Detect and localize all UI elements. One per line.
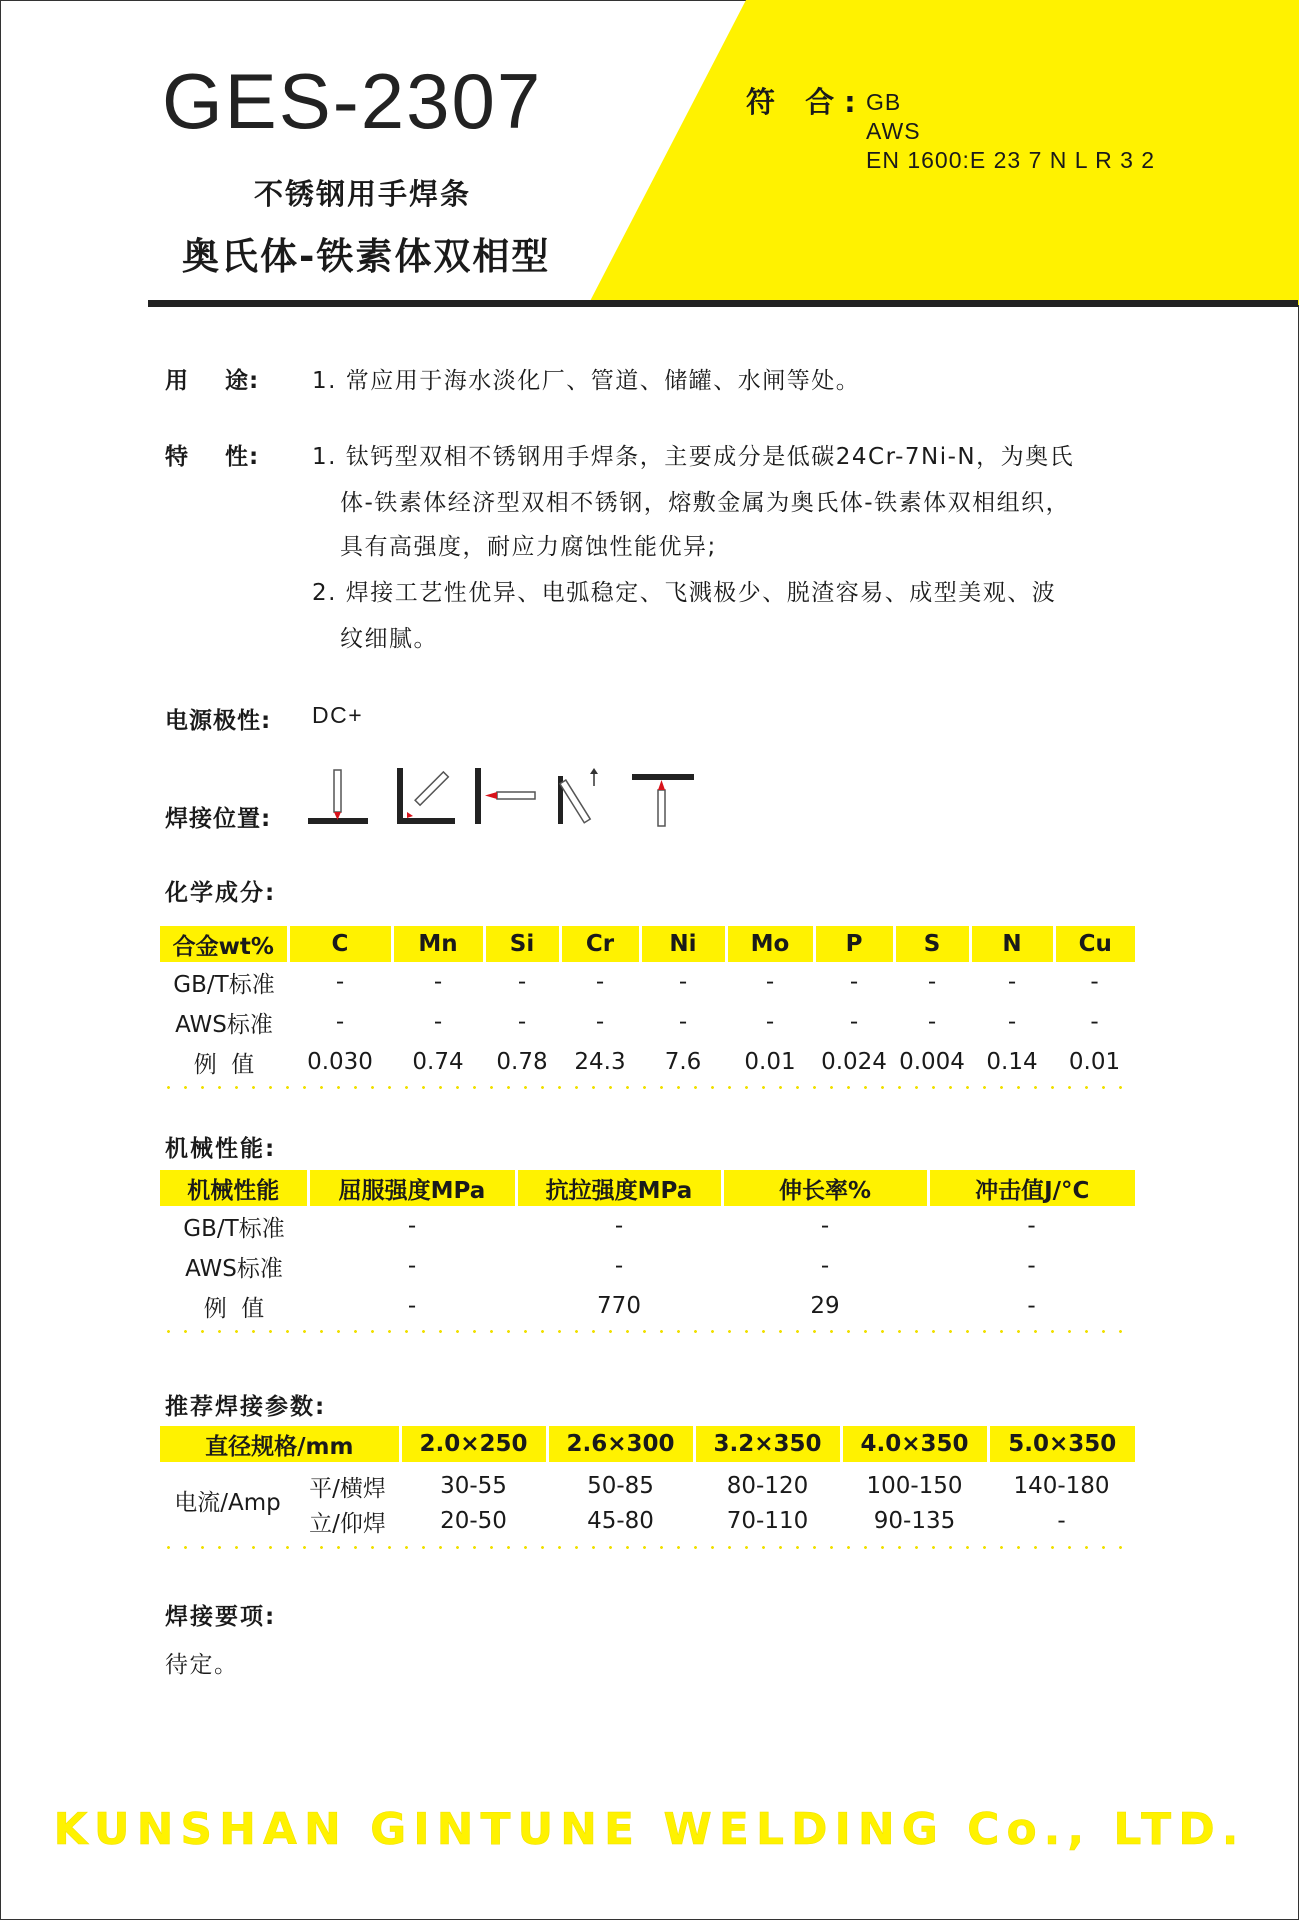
features-line: 1. 钛钙型双相不锈钢用手焊条，主要成分是低碳24Cr-7Ni-N，为奥氏 [312,444,1075,470]
conform-list [866,88,1155,175]
table-header: Si [484,926,560,962]
table-header: 伸长率% [722,1170,928,1206]
table-cell: - [335,1009,345,1035]
table-cell: 140-180 [1013,1473,1110,1499]
table-header: 2.0×250 [400,1426,547,1462]
chemical-table [160,926,1135,1082]
features-label: 特 性: [165,444,260,470]
table-row [160,1286,1135,1326]
table-cell: - [678,969,688,995]
company-name: KUNSHAN GINTUNE WELDING Co., LTD. [53,1804,1246,1855]
conform-item: EN 1600:E 23 7 N L R 3 2 [866,147,1156,173]
table-header: Mo [726,926,814,962]
horizontal-position-icon [475,768,537,828]
table-header-row [160,926,1135,962]
table-cell: - [765,969,775,995]
table-cell: 0.01 [744,1049,796,1075]
features-line: 体-铁素体经济型双相不锈钢，熔敷金属为奥氏体-铁素体双相组织， [340,490,1071,516]
product-subtitle: 不锈钢用手焊条 [254,177,472,211]
table-header: Cr [560,926,640,962]
table-cell: 70-110 [726,1508,809,1534]
table-cell: 例 值 [193,1051,255,1078]
polarity-label: 电源极性: [165,708,272,734]
usage-label: 用 途: [165,368,260,394]
table-cell: 90-135 [873,1508,956,1534]
table-header: P [814,926,894,962]
features-line: 2. 焊接工艺性优异、电弧稳定、飞溅极少、脱渣容易、成型美观、波 [312,580,1057,606]
conform-item: AWS [866,118,921,144]
table-cell: 平/横焊 [309,1475,386,1502]
table-cell: - [517,969,527,995]
table-cell: - [407,1293,417,1319]
table-header: 3.2×350 [694,1426,841,1462]
table-cell: 例 值 [203,1295,265,1322]
header-divider [148,300,1298,307]
table-cell: 0.74 [412,1049,464,1075]
table-cell: 0.024 [821,1049,887,1075]
table-cell: - [1027,1213,1036,1239]
horizontal-fillet-icon [397,768,457,828]
table-header: Ni [640,926,726,962]
polarity-value: DC+ [312,702,364,728]
table-cell: AWS标准 [185,1255,283,1282]
table-cell: GB/T标准 [183,1215,285,1242]
conform-label: 符 合: [746,85,866,119]
table-header: C [288,926,392,962]
table-cell: - [517,1009,527,1035]
table-header-row [160,1426,1135,1462]
mechanical-table [160,1170,1135,1326]
flat-position-icon [308,768,368,828]
params-title: 推荐焊接参数: [165,1394,327,1420]
positions-label: 焊接位置: [165,806,272,832]
table-cell: - [1007,969,1017,995]
table-cell: 80-120 [726,1473,809,1499]
table-row [160,1246,1135,1286]
table-cell: 50-85 [587,1473,654,1499]
params-table [160,1426,1135,1538]
dotted-divider [160,1546,1135,1549]
dotted-divider [160,1086,1135,1089]
table-cell: - [433,969,443,995]
table-cell: 0.004 [899,1049,965,1075]
table-header-row [160,1170,1135,1206]
table-cell: 立/仰焊 [309,1510,386,1537]
table-cell: 29 [810,1293,840,1319]
table-cell: 0.14 [986,1049,1038,1075]
table-cell: - [1027,1293,1036,1319]
table-cell: - [1007,1009,1017,1035]
table-cell: - [595,969,605,995]
table-cell: - [1057,1508,1066,1534]
table-row [160,1206,1135,1246]
table-cell: - [614,1213,624,1239]
table-cell: - [1090,1009,1099,1035]
table-cell: 7.6 [664,1049,702,1075]
table-row [160,962,1135,1002]
table-cell: AWS标准 [175,1011,273,1038]
table-cell: - [849,1009,859,1035]
table-cell: - [614,1253,624,1279]
table-header: 抗拉强度MPa [516,1170,722,1206]
table-cell: 20-50 [440,1508,507,1534]
table-cell: 24.3 [574,1049,626,1075]
table-cell: 0.78 [496,1049,548,1075]
table-header: 5.0×350 [988,1426,1135,1462]
table-header: 合金wt% [160,926,288,962]
overhead-position-icon [632,768,694,828]
table-cell: - [595,1009,605,1035]
notes-title: 焊接要项: [165,1604,277,1630]
table-header: N [970,926,1054,962]
conform-item: GB [866,89,902,115]
table-cell: - [335,969,345,995]
table-cell: - [927,1009,937,1035]
table-cell: 45-80 [587,1508,654,1534]
features-line: 具有高强度，耐应力腐蚀性能优异; [340,534,717,560]
mechanical-title: 机械性能: [165,1136,277,1162]
table-header: 2.6×300 [547,1426,694,1462]
table-cell: - [820,1253,830,1279]
table-header: 冲击值J/°C [928,1170,1135,1206]
table-header: Cu [1054,926,1135,962]
table-cell: - [849,969,859,995]
table-cell: - [407,1213,417,1239]
table-header: S [894,926,970,962]
table-cell: 0.01 [1068,1049,1121,1075]
table-header: 机械性能 [160,1170,308,1206]
table-cell: - [407,1253,417,1279]
table-header: 4.0×350 [841,1426,988,1462]
vertical-up-position-icon [558,768,606,828]
usage-text: 1. 常应用于海水淡化厂、管道、储罐、水闸等处。 [312,368,861,394]
product-type: 奥氏体-铁素体双相型 [182,235,551,278]
table-cell: - [820,1213,830,1239]
model-number: GES-2307 [162,57,543,145]
table-header: 屈服强度MPa [308,1170,516,1206]
table-cell: - [765,1009,775,1035]
table-cell: - [927,969,937,995]
table-cell: 0.030 [307,1049,373,1075]
table-cell: 770 [597,1293,641,1319]
table-cell: 电流/Amp [174,1489,281,1516]
table-cell: 100-150 [866,1473,963,1499]
table-cell: - [1090,969,1099,995]
notes-text: 待定。 [165,1652,239,1678]
table-header: 直径规格/mm [160,1426,400,1462]
features-line: 纹细腻。 [340,626,438,652]
table-row [160,1462,1135,1504]
table-cell: 30-55 [440,1473,507,1499]
table-cell: - [433,1009,443,1035]
table-cell: - [1027,1253,1036,1279]
table-cell: GB/T标准 [173,971,275,998]
chemical-title: 化学成分: [165,880,277,906]
dotted-divider [160,1330,1135,1333]
table-row [160,1002,1135,1042]
table-cell: - [678,1009,688,1035]
table-row [160,1042,1135,1082]
table-header: Mn [392,926,484,962]
table-row [160,1504,1135,1538]
